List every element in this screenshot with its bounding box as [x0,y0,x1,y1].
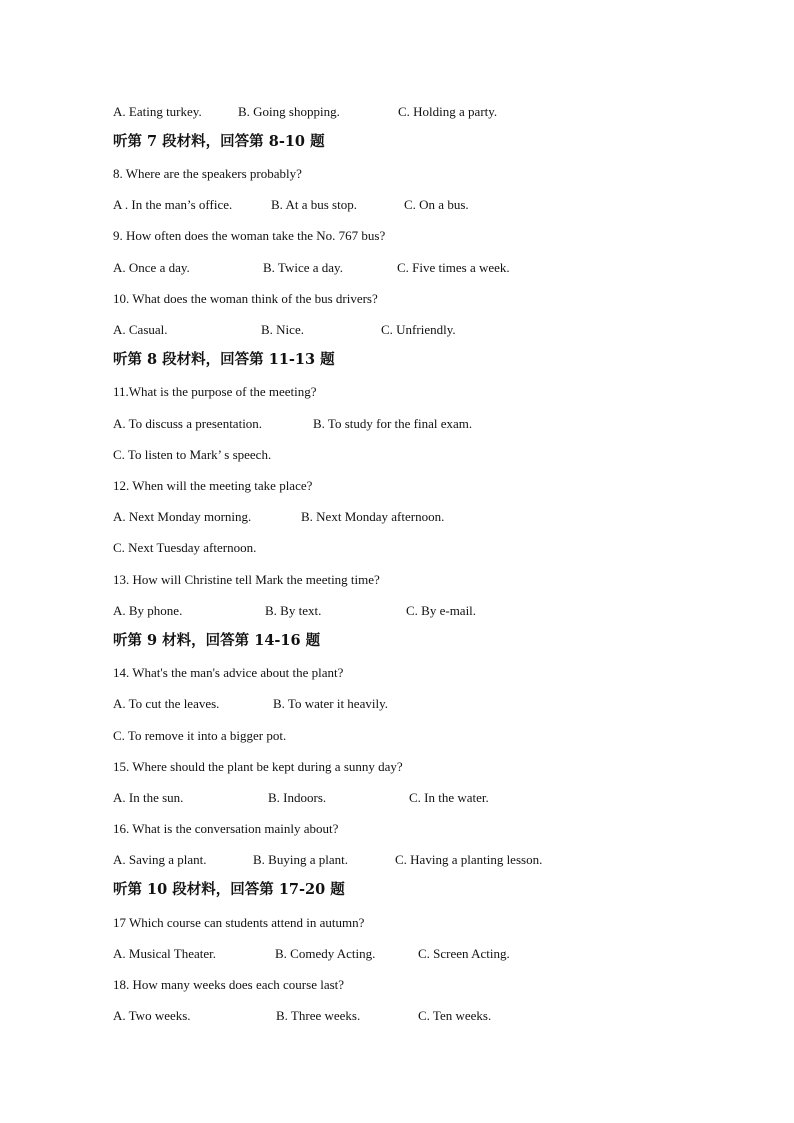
question-9: 9. How often does the woman take the No. 767 bus? [113,228,386,243]
option-a: A. Musical Theater. [113,946,217,961]
section-heading: 听第 7 段材料，回答第 8-10 题 [113,133,325,150]
option-b: B. Three weeks. [276,1008,361,1023]
option-c: C. Having a planting lesson. [395,852,543,867]
option-a: A. To cut the leaves. [113,696,220,711]
section-heading: 听第 8 段材料，回答第 11-13 题 [113,351,335,368]
section-heading: 听第 10 段材料，回答第 17-20 题 [113,881,345,898]
option-b: B. Comedy Acting. [275,946,376,961]
option-b: B. Buying a plant. [253,852,348,867]
question-11: 11.What is the purpose of the meeting? [113,384,317,399]
option-c: C. Holding a party. [398,104,498,119]
option-c: C. On a bus. [404,197,469,212]
question-17: 17 Which course can students attend in autumn? [113,915,365,930]
option-b: B. To water it heavily. [273,696,388,711]
option-a: A . In the man’s office. [113,197,233,212]
option-c: C. Ten weeks. [418,1008,492,1023]
option-b: B. Going shopping. [238,104,340,119]
option-a: A. Eating turkey. [113,104,202,119]
option-b: B. To study for the final exam. [313,416,473,431]
section-heading: 听第 9 材料，回答第 14-16 题 [113,632,321,649]
option-c: C. To listen to Mark’ s speech. [113,447,272,462]
option-b: B. Next Monday afternoon. [301,509,445,524]
question-18: 18. How many weeks does each course last? [113,977,345,992]
question-8: 8. Where are the speakers probably? [113,166,302,181]
option-a: A. By phone. [113,603,183,618]
option-a: A. Once a day. [113,260,190,275]
option-b: B. Indoors. [268,790,327,805]
option-a: A. Next Monday morning. [113,509,252,524]
option-c: C. In the water. [409,790,489,805]
option-row [113,1008,492,1072]
question-14: 14. What's the man's advice about the plant? [113,665,344,680]
question-13: 13. How will Christine tell Mark the meeting time? [113,572,380,587]
option-a: A. Casual. [113,322,168,337]
question-16: 16. What is the conversation mainly about? [113,821,339,836]
option-c: C. Five times a week. [397,260,510,275]
option-b: B. At a bus stop. [271,197,357,212]
option-c: C. Screen Acting. [418,946,510,961]
option-c: C. Next Tuesday afternoon. [113,540,257,555]
option-a: A. Saving a plant. [113,852,207,867]
option-a: A. Two weeks. [113,1008,191,1023]
question-10: 10. What does the woman think of the bus drivers? [113,291,378,306]
question-12: 12. When will the meeting take place? [113,478,313,493]
option-c: C. By e-mail. [406,603,477,618]
option-b: B. Twice a day. [263,260,343,275]
option-a: A. To discuss a presentation. [113,416,263,431]
option-c: C. To remove it into a bigger pot. [113,728,287,743]
option-b: B. Nice. [261,322,304,337]
question-15: 15. Where should the plant be kept during a sunny day? [113,759,403,774]
option-a: A. In the sun. [113,790,184,805]
option-c: C. Unfriendly. [381,322,456,337]
option-b: B. By text. [265,603,322,618]
